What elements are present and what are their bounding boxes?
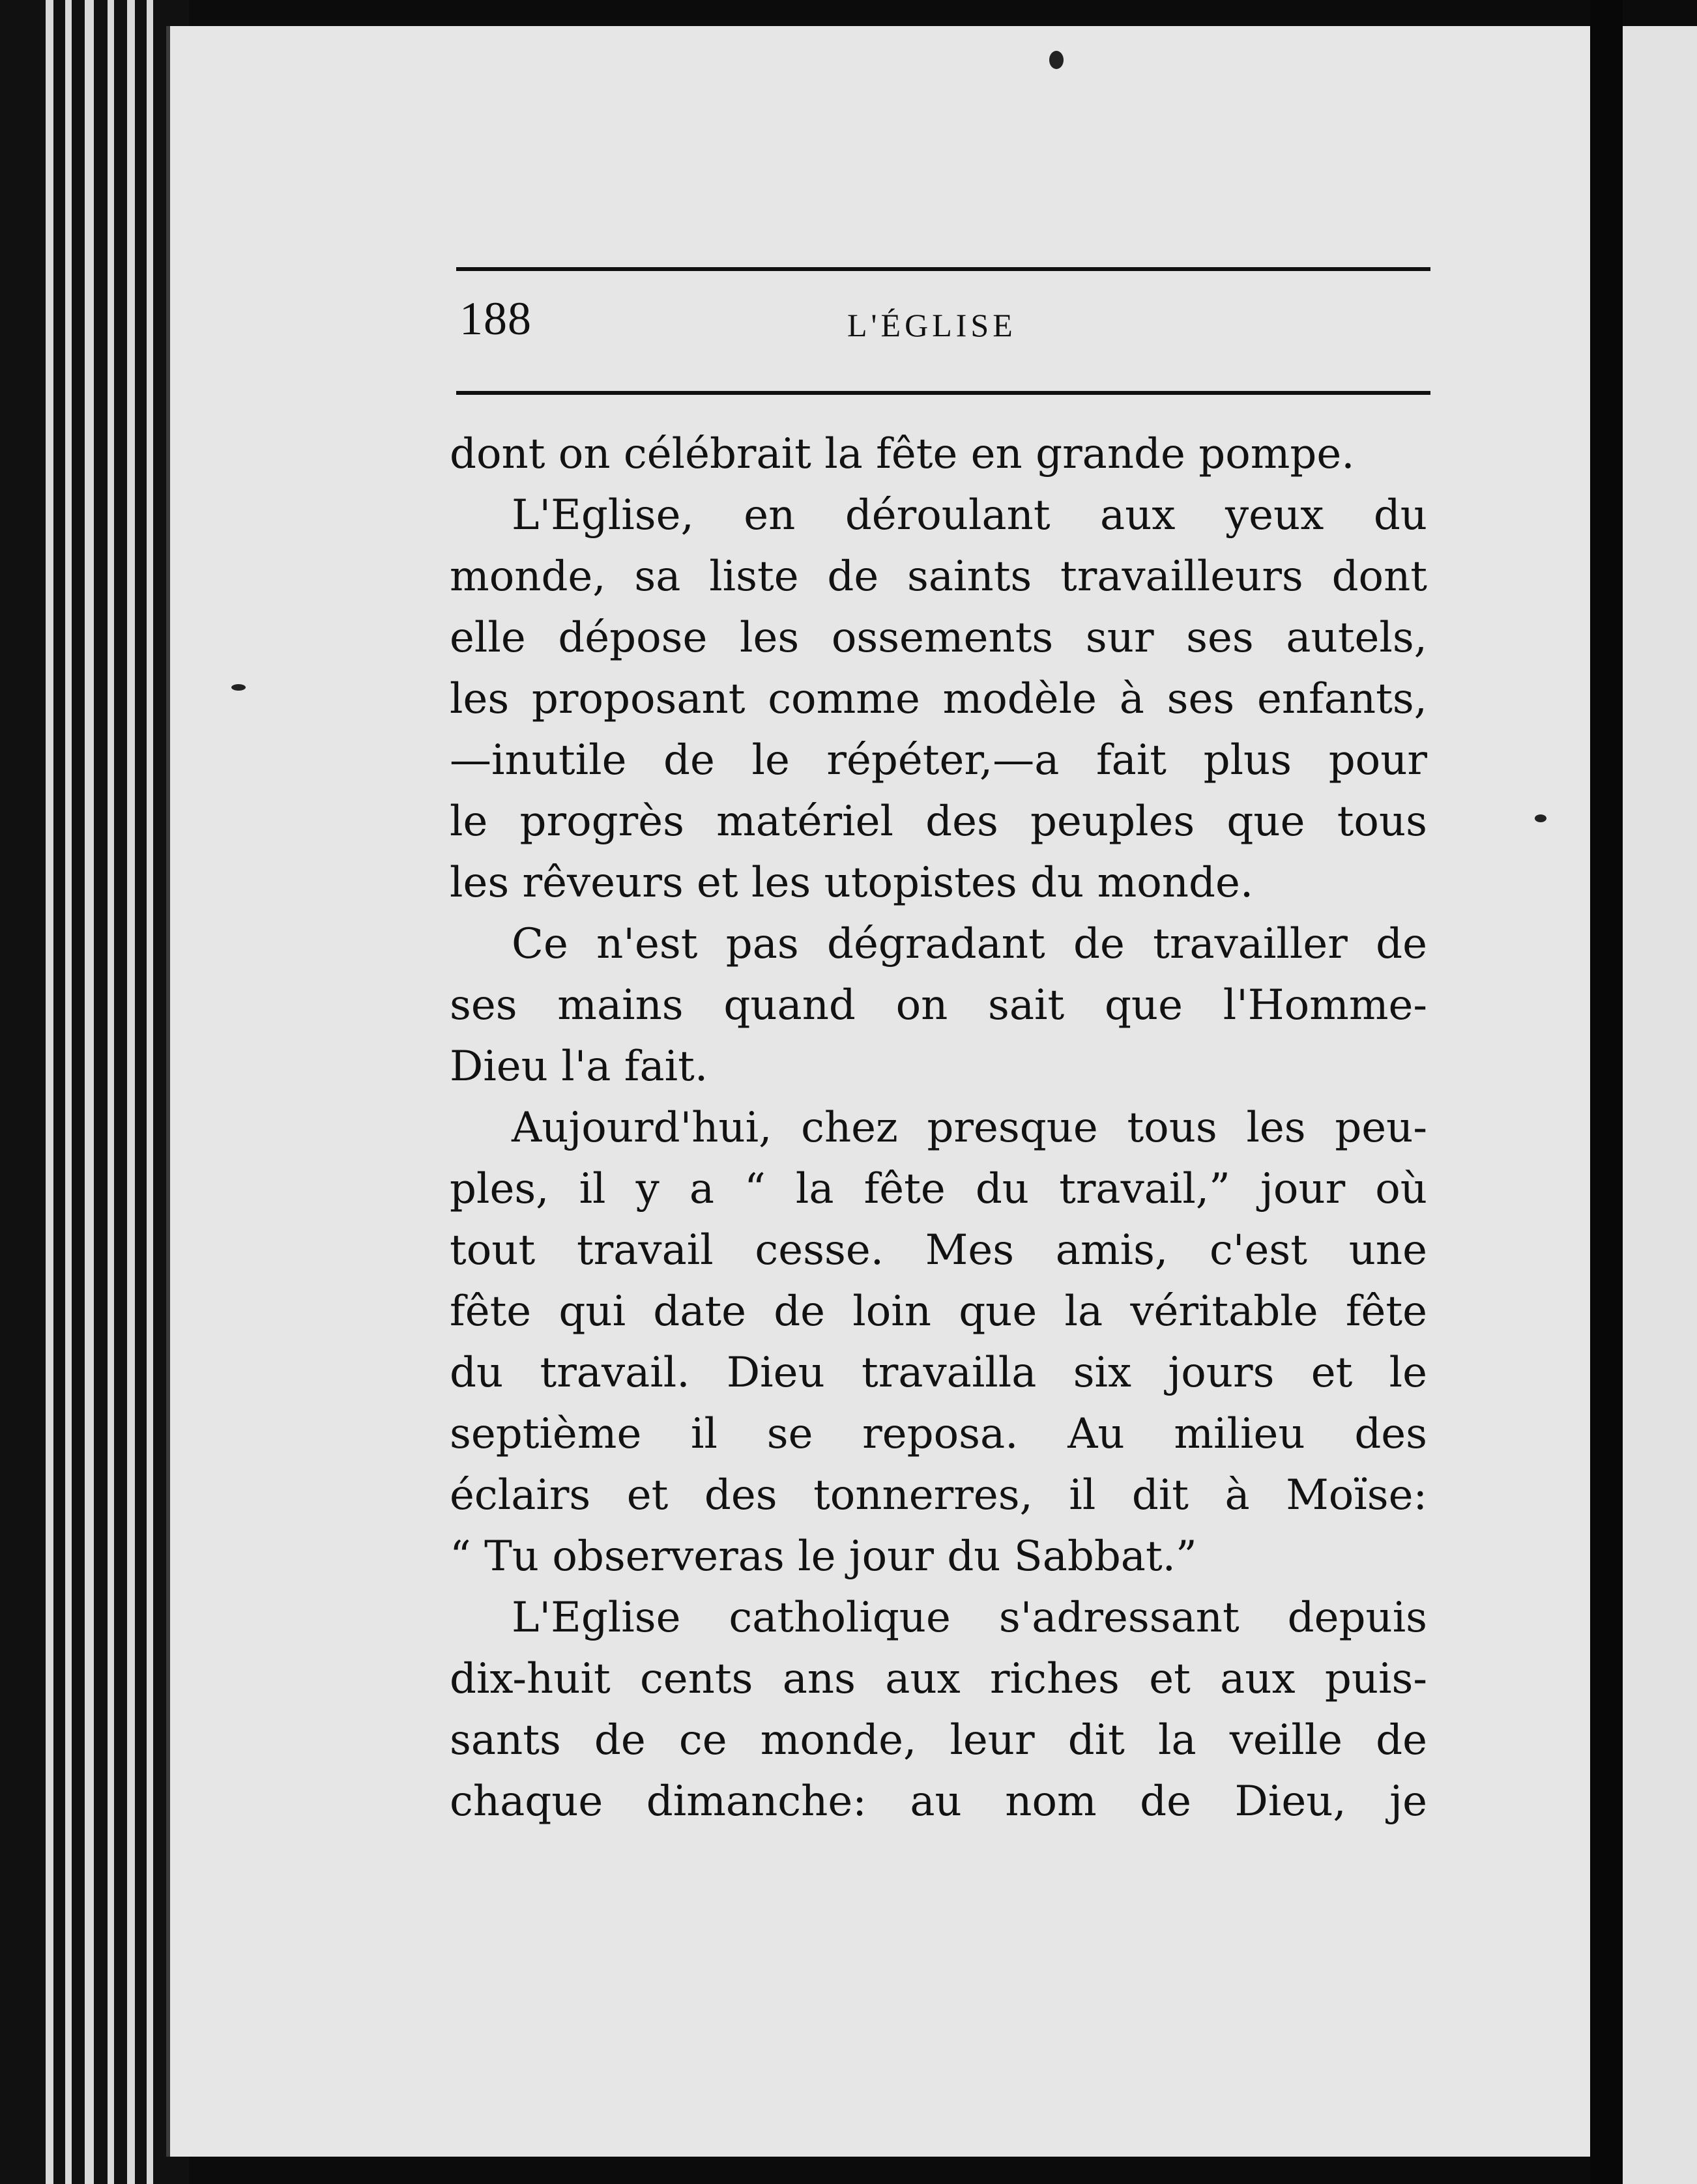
adjacent-page-edge [1623,26,1697,2184]
page-edge-line [147,0,153,2184]
text-line: septième il se reposa. Au milieu des [450,1410,1427,1458]
text-line: Dieu l'a fait. [450,1042,708,1091]
text-line: fête qui date de loin que la véritable fête [450,1287,1427,1336]
text-line: sants de ce monde, leur dit la veille de [450,1716,1427,1764]
ink-speck [231,684,246,691]
text-line: chaque dimanche: au nom de Dieu, je [450,1777,1427,1826]
page-edge-line [85,0,94,2184]
text-line: les rêveurs et les utopistes du monde. [450,859,1254,907]
running-title: L'ÉGLISE [847,307,1017,343]
text-line: les proposant comme modèle à ses enfants, [450,675,1427,723]
text-line: le progrès matériel des peuples que tous [450,797,1427,846]
text-line: “ Tu observeras le jour du Sabbat.” [450,1532,1197,1581]
page-edge-line [127,0,135,2184]
text-line: —inutile de le répéter,—a fait plus pour [450,736,1427,784]
text-line: monde, sa liste de saints travailleurs dont [450,553,1427,601]
page-edge-line [108,0,114,2184]
page-edge-line [46,0,53,2184]
page-number: 188 [459,293,532,345]
page-gutter [1590,0,1623,2184]
text-line: du travail. Dieu travailla six jours et le [450,1349,1427,1397]
text-line: dix-huit cents ans aux riches et aux puis- [450,1655,1427,1703]
text-line: elle dépose les ossements sur ses autels, [450,614,1427,662]
text-line: ples, il y a “ la fête du travail,” jour où [450,1165,1427,1213]
header-rule-top [456,267,1430,271]
text-line: tout travail cesse. Mes amis, c'est une [450,1226,1427,1274]
page-edge-line [65,0,72,2184]
text-line: L'Eglise, en déroulant aux yeux du [512,491,1427,539]
text-line: dont on célébrait la fête en grande pompe. [450,430,1355,478]
text-line: ses mains quand on sait que l'Homme- [450,981,1427,1029]
text-line: Aujourd'hui, chez presque tous les peu- [512,1104,1427,1152]
text-line: éclairs et des tonnerres, il dit à Moïse: [450,1471,1427,1519]
text-line: Ce n'est pas dégradant de travailler de [512,920,1427,968]
book-edge [0,0,189,2184]
ink-speck [1535,814,1546,822]
body-text [450,424,1427,1832]
text-line: L'Eglise catholique s'adressant depuis [512,1594,1427,1642]
ink-speck [1049,51,1064,69]
header-rule-bottom [456,391,1430,395]
